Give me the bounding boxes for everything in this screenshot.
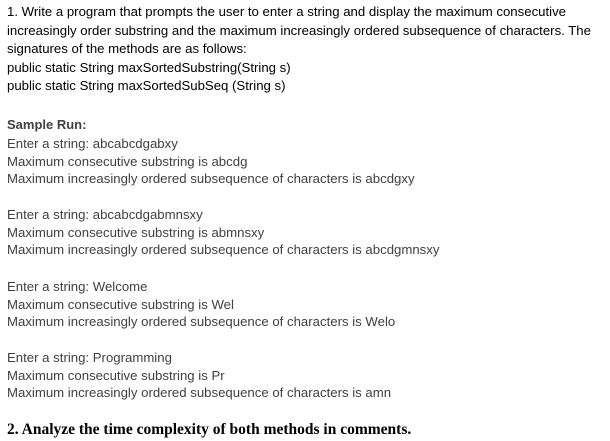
run-prompt: Enter a string: abcabcdgabxy bbox=[7, 136, 178, 151]
question-1 bbox=[7, 3, 605, 96]
method-signature-substring: public static String maxSortedSubstring(String s) bbox=[7, 59, 291, 75]
run-prompt: Enter a string: abcabcdgabmnsxy bbox=[7, 207, 203, 222]
run-subsequence-result: Maximum increasingly ordered subsequence of characters is abcdgxy bbox=[7, 171, 415, 186]
sample-run-heading: Sample Run: bbox=[7, 117, 87, 132]
sample-run-3 bbox=[7, 278, 395, 331]
sample-run-1 bbox=[7, 135, 415, 188]
run-prompt: Enter a string: Welcome bbox=[7, 279, 148, 294]
run-subsequence-result: Maximum increasingly ordered subsequence of characters is amn bbox=[7, 385, 392, 400]
run-substring-result: Maximum consecutive substring is Wel bbox=[7, 296, 234, 312]
run-subsequence-result: Maximum increasingly ordered subsequence of characters is abcdgmnsxy bbox=[7, 242, 440, 257]
run-substring-result: Maximum consecutive substring is abmnsxy bbox=[7, 224, 265, 240]
sample-run-2 bbox=[7, 206, 439, 259]
run-substring-result: Maximum consecutive substring is Pr bbox=[7, 367, 225, 383]
sample-run-4 bbox=[7, 349, 391, 402]
run-prompt: Enter a string: Programming bbox=[7, 350, 172, 365]
document-page bbox=[7, 3, 605, 438]
run-substring-result: Maximum consecutive substring is abcdg bbox=[7, 153, 248, 169]
method-signature-subseq: public static String maxSortedSubSeq (String s) bbox=[7, 78, 286, 93]
question-1-text: 1. Write a program that prompts the user to enter a string and display the maximum consecutive increasingly order substring and the maximum increasingly ordered subsequence of characters. The signatures of the methods are as follows: bbox=[7, 4, 591, 56]
question-2: 2. Analyze the time complexity of both methods in comments. bbox=[7, 421, 412, 438]
run-subsequence-result: Maximum increasingly ordered subsequence of characters is Welo bbox=[7, 314, 396, 329]
